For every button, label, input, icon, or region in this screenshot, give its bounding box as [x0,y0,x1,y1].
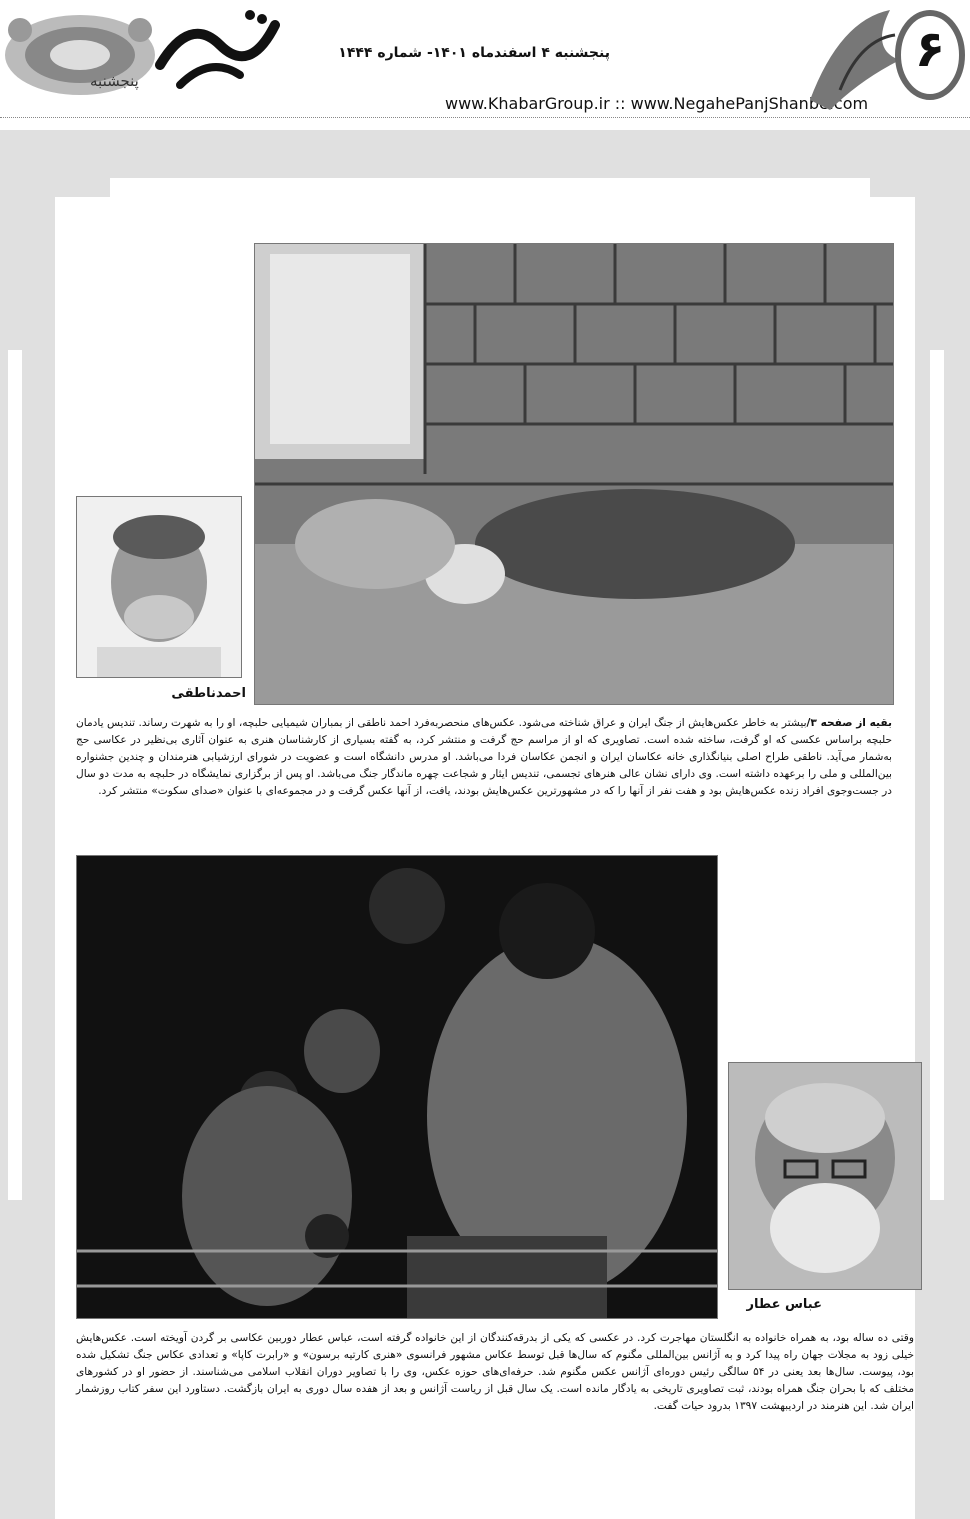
article2-paragraph: وقتی ده ساله بود، به همراه خانواده به انگلستان مهاجرت کرد. در عکسی که یکی از بدرقه‌کنندگان از این خانواده گرفته است، عباس عطار دوربین عکاسی بر گردن آویخته است. عکس‌هایش خیلی زود به مجلات جهان راه پیدا کرد و به آژانس بین‌المللی مگنوم که سال‌ها قبل توسط عکاس مشهور فرانسوی «هنری کارتیه برسون» و «رابرت کاپا» و تعدادی عکاس جنگ تشکیل شده بود، پیوست. سال‌ها بعد یعنی در ۵۴ سالگی رئیس دوره‌ای آژانس عکس مگنوم شد. حرفه‌ای‌های حوزه عکس، وی را با تصاویر دوران انقلاب اسلامی می‌شناسند. از حضور او در کشورهای مختلف که با بحران جنگ همراه بودند، ثبت تصاویری تاریخی به یادگار مانده است. یک سال قبل از ریاست آژانس و بعد از هفده سال دوری به ایران بازگشت. دستاورد این سفر کتاب روزشمار ایران شد. این هنرمند در اردیبهشت ۱۳۹۷ بدرود حیات گفت. [76,1332,914,1412]
header-ornament-left [0,0,165,115]
side-bar-left [8,350,22,1200]
caption-ahmad-nateghi: احمدناطقی [171,686,246,701]
halabja-photo [254,243,894,705]
page-number: ۶ [914,20,946,78]
article1-paragraph [76,715,892,800]
masthead-logo [150,5,280,100]
website-urls: www.KhabarGroup.ir :: www.NegahePanjShanbe.com [445,94,869,113]
article1-body: بیشتر به خاطر عکس‌هایش از جنگ ایران و عراق شناخته می‌شود. عکس‌های منحصربه‌فرد احمد ناطقی از بمباران شیمیایی حلبچه، او را به شهرت رساند. تندیس یادمان حلبچه براساس عکسی که او گرفت، ساخته شده است. تصاویری که او از مراسم حج گرفت و منتشر کرد، به گفته بسیاری از کارشناسان هنری به عنوان آثاری بی‌نظیر در عکاسی حج به‌شمار می‌آید. ناطقی طراح اصلی بنیانگذاری خانه عکاسان ایران و انجمن عکاسان فردا می‌باشد. او مدرس دانشگاه است و عضویت در شورای ارزشیابی هنرمندان و چندین جشنواره بین‌المللی و ملی را برعهده داشته است. وی دارای نشان عالی هنرهای تجسمی، تندیس ایثار و شجاعت چهره ماندگار جنگ می‌باشد. او پس از برگزاری نمایشگاه در حلبچه به مدت دو سال در جست‌وجوی افراد زنده عکس‌هایش بود و هفت نفر از آنها را که در مشهورترین عکس‌هایش بودند، یافت، از آنها عکس گرفت و در مجموعه‌ای با عنوان «صدای سکوت» منتشر کرد. [76,717,892,797]
issue-date: پنجشنبه ۴ اسفندماه ۱۴۰۱- شماره ۱۴۴۴ [338,45,610,61]
boxing-photo [76,855,718,1319]
ahmad-nateghi-portrait [76,496,242,678]
caption-abbas-attar: عباس عطار [746,1297,822,1312]
side-bar-right [930,350,944,1200]
abbas-attar-portrait [728,1062,922,1290]
top-bar [110,178,870,198]
continued-from-label: بقیه از صفحه ۳/ [806,717,892,729]
header-divider [0,117,970,118]
masthead-subtitle: پنجشنبه [90,72,139,90]
